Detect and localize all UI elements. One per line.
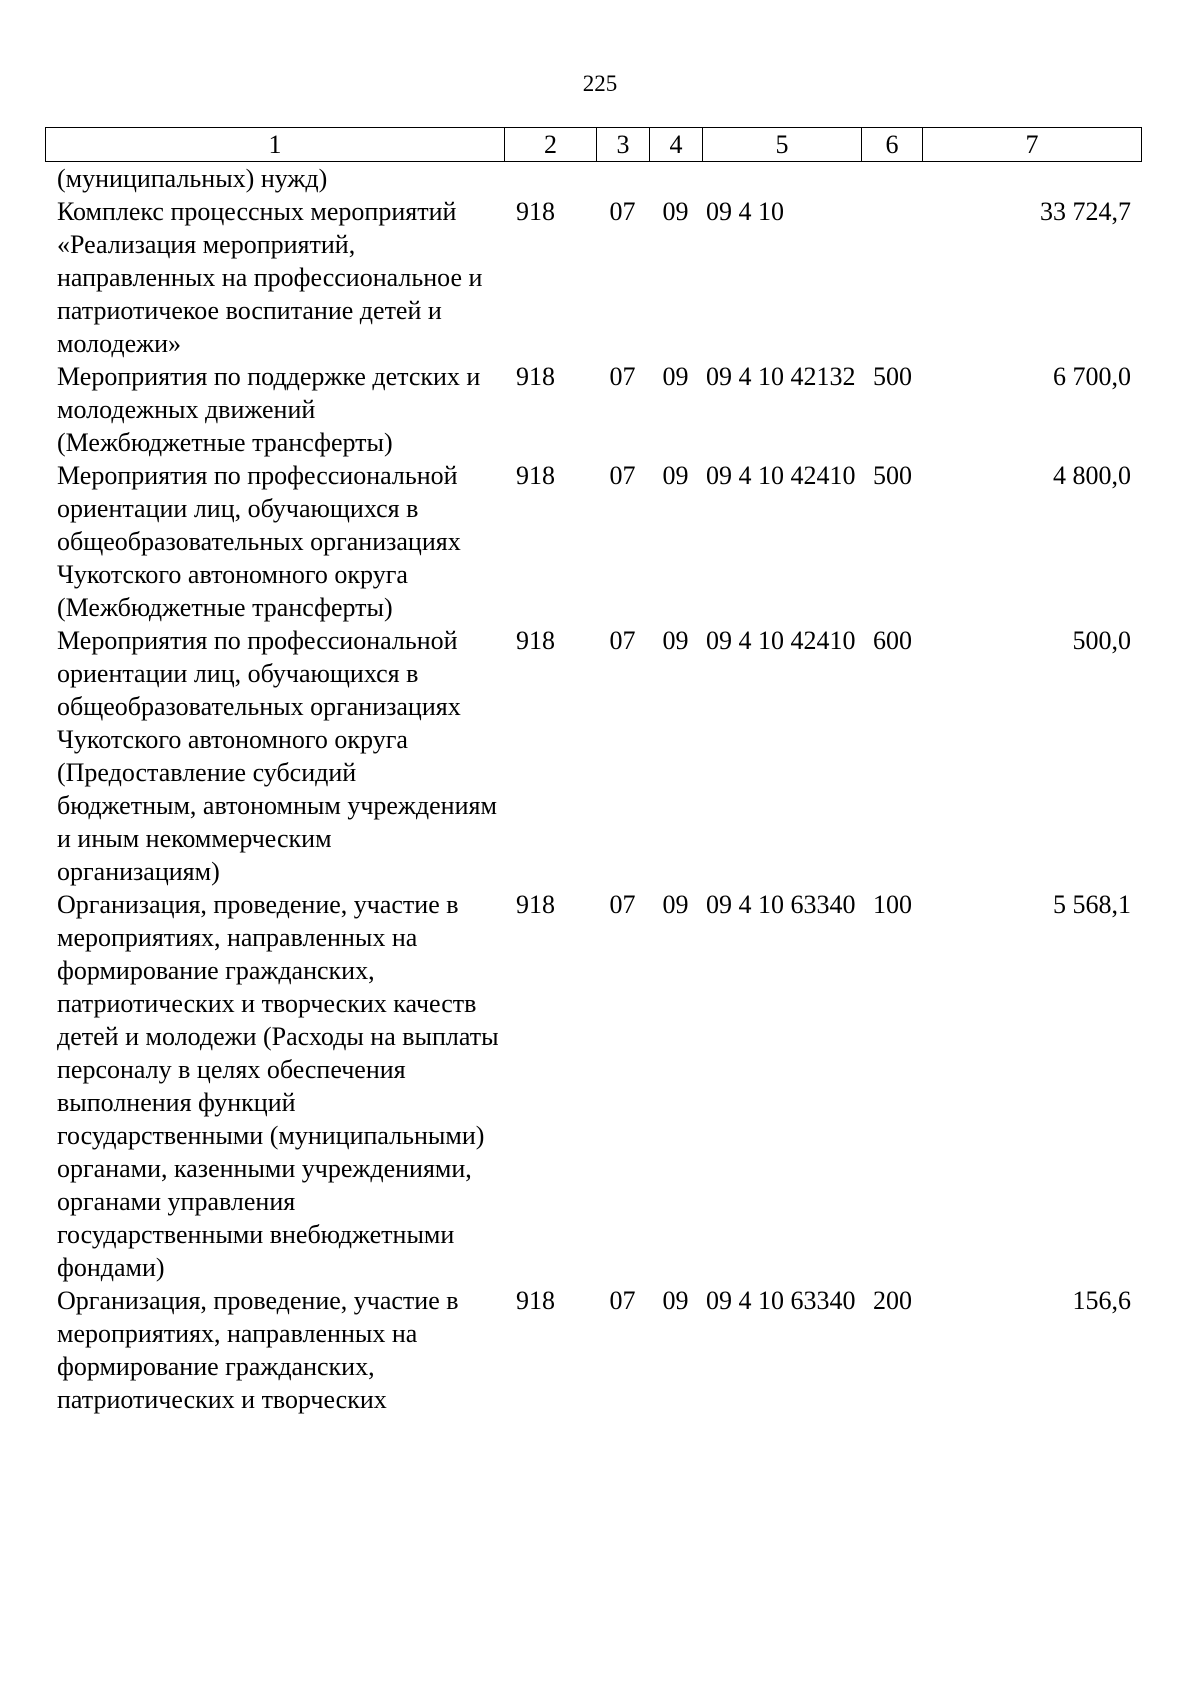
table-row [45, 162, 1141, 195]
row-section-code: 07 [609, 1286, 636, 1315]
row-subsection-code [649, 162, 702, 195]
row-subsection-code: 09 [662, 362, 689, 391]
column-header-2: 2 [505, 128, 597, 162]
row-expense-type [861, 195, 922, 360]
row-target-article: 09 4 10 42410 [706, 461, 856, 490]
row-admin-code: 918 [516, 461, 555, 490]
table-row [45, 459, 1141, 624]
row-name: Мероприятия по поддержке детских и молодежных движений (Межбюджетные трансферты) [57, 362, 481, 457]
column-header-7: 7 [923, 128, 1142, 162]
row-admin-code: 918 [516, 890, 555, 919]
row-name: Комплекс процессных мероприятий «Реализация мероприятий, направленных на профессиональное и патриотичекое воспитание детей и молодежи» [57, 197, 483, 358]
row-target-article: 09 4 10 42132 [706, 362, 856, 391]
row-section-code [596, 162, 649, 195]
page-number: 225 [582, 71, 618, 96]
column-header-table [45, 127, 1142, 162]
column-header-3: 3 [597, 128, 650, 162]
column-header-row [46, 128, 1142, 162]
table-row [45, 624, 1141, 888]
row-section-code: 07 [609, 197, 636, 226]
table-row [45, 1284, 1141, 1416]
row-amount: 500,0 [1072, 626, 1131, 655]
row-subsection-code: 09 [662, 197, 689, 226]
row-expense-type: 500 [873, 362, 912, 391]
table-row [45, 888, 1141, 1284]
row-section-code: 07 [609, 362, 636, 391]
row-subsection-code: 09 [662, 1286, 689, 1315]
column-header-6: 6 [862, 128, 923, 162]
budget-table [45, 162, 1141, 1416]
row-subsection-code: 09 [662, 461, 689, 490]
row-admin-code: 918 [516, 1286, 555, 1315]
row-admin-code: 918 [516, 197, 555, 226]
row-name: Мероприятия по профессиональной ориентации лиц, обучающихся в общеобразовательных организациях Чукотского автономного округа (Предоставление субсидий бюджетным, автономным учреждениям и иным некоммерческим организациям) [57, 626, 497, 886]
row-amount: 6 700,0 [1053, 362, 1131, 391]
row-expense-type [861, 162, 922, 195]
column-header-5: 5 [703, 128, 862, 162]
row-target-article: 09 4 10 63340 [706, 1286, 856, 1315]
table-row [45, 360, 1141, 459]
row-expense-type: 500 [873, 461, 912, 490]
column-header-4: 4 [650, 128, 703, 162]
row-target-article: 09 4 10 63340 [706, 890, 856, 919]
row-admin-code: 918 [516, 626, 555, 655]
row-target-article: 09 4 10 [706, 197, 784, 226]
table-row [45, 195, 1141, 360]
row-name: Организация, проведение, участие в мероприятиях, направленных на формирование гражданских, патриотических и творческих качеств детей и молодежи (Расходы на выплаты персоналу в целях обеспечения выполнения функций государственными (муниципальными) органами, казенными учреждениями, органами управления государственными внебюджетными фондами) [57, 890, 499, 1282]
row-subsection-code: 09 [662, 626, 689, 655]
row-name: (муниципальных) нужд) [57, 164, 328, 193]
row-admin-code [504, 162, 596, 195]
row-amount: 5 568,1 [1053, 890, 1131, 919]
row-amount: 33 724,7 [1040, 197, 1131, 226]
row-expense-type: 100 [873, 890, 912, 919]
row-amount [922, 162, 1141, 195]
row-section-code: 07 [609, 626, 636, 655]
row-expense-type: 200 [873, 1286, 912, 1315]
budget-table-body [45, 162, 1141, 1416]
row-amount: 4 800,0 [1053, 461, 1131, 490]
row-expense-type: 600 [873, 626, 912, 655]
row-section-code: 07 [609, 890, 636, 919]
row-subsection-code: 09 [662, 890, 689, 919]
row-section-code: 07 [609, 461, 636, 490]
row-name: Организация, проведение, участие в мероприятиях, направленных на формирование гражданских, патриотических и творческих [57, 1286, 459, 1414]
row-admin-code: 918 [516, 362, 555, 391]
row-target-article [702, 162, 861, 195]
row-name: Мероприятия по профессиональной ориентации лиц, обучающихся в общеобразовательных организациях Чукотского автономного округа (Межбюджетные трансферты) [57, 461, 461, 622]
column-header-1: 1 [46, 128, 505, 162]
row-amount: 156,6 [1072, 1286, 1131, 1315]
row-target-article: 09 4 10 42410 [706, 626, 856, 655]
